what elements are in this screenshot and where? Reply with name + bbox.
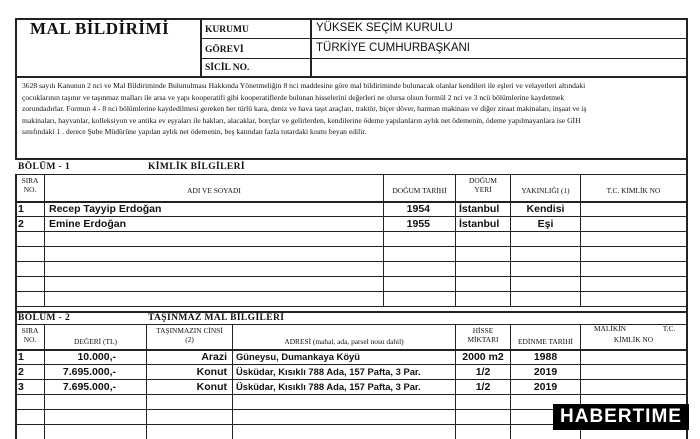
s1-row-relation: Kendisi xyxy=(526,203,565,215)
s1-header-dogum-tarihi: DOĞUM TARİHİ xyxy=(392,186,447,195)
s1-row-place: İstanbul xyxy=(459,203,500,215)
s2-header-adresi: ADRESİ (mahal, ada, parsel nosu dahil) xyxy=(284,337,404,346)
s1-row-name: Emine Erdoğan xyxy=(49,218,127,230)
intro-line: sınıfındaki 1 . derece Şube Müdürüne yapılan aylık net ödemenin, beş katından fazla tutardaki kısmı beyan edilir. xyxy=(22,127,367,137)
s2-header-edinme: EDİNME TARİHİ xyxy=(518,337,573,346)
s1-row-name: Recep Tayyip Erdoğan xyxy=(49,203,162,215)
s2-header-hisse xyxy=(456,326,510,344)
s2-header-malikin: MALİKİN xyxy=(593,324,627,333)
s2-header-hisse-line: MİKTARI xyxy=(467,335,499,344)
s2-header-degeri: DEĞERİ (TL) xyxy=(74,337,117,346)
s2-row-share: 1/2 xyxy=(475,366,491,378)
intro-line: zorundadırlar. Formun 4 - 8 nci bölümlerine kaydedilmesi gereken her türlü kara, deniz ve hava taşıt araçları, traktör, biçer döver, harman makinası ve diğer ziraat makinaları, inşaat ve iş xyxy=(22,104,587,114)
s1-row-relation: Eşi xyxy=(537,218,554,230)
intro-line: 3628 sayılı Kanunun 2 nci ve Mal Bildiriminde Bulunulması Hakkında Yönetmeliğin 8 nci maddesine göre mal bildiriminde bulunacak olanlar kendileri ile eşleri ve velayetleri altındaki xyxy=(22,81,586,90)
s2-row-no: 3 xyxy=(18,381,24,393)
s1-header-dogum-yeri-line: DOĞUM xyxy=(469,176,497,185)
s1-header-sira xyxy=(16,176,44,194)
s2-row-address: Üsküdar, Kısıklı 788 Ada, 157 Pafta, 3 Par. xyxy=(236,381,421,392)
s2-header-kimlik: KİMLİK NO xyxy=(613,335,654,344)
s1-header-yakinligi: YAKINLIĞI (1) xyxy=(521,186,570,195)
kurumu-value: YÜKSEK SEÇİM KURULU xyxy=(316,22,453,34)
s1-row-no: 2 xyxy=(18,218,24,230)
s1-header-tc: T.C. KİMLİK NO xyxy=(606,186,661,195)
section2-label: BÖLÜM - 2 xyxy=(18,313,71,323)
s2-row-value: 10.000,- xyxy=(77,351,116,363)
s2-row-value: 7.695.000,- xyxy=(62,381,116,393)
s1-header-dogum-yeri xyxy=(456,176,510,194)
s2-row-value: 7.695.000,- xyxy=(62,366,116,378)
s1-row-place: İstanbul xyxy=(459,218,500,230)
s1-row-year: 1955 xyxy=(406,218,430,230)
s2-header-cinsi xyxy=(147,326,232,344)
s1-row-no: 1 xyxy=(18,203,24,215)
s1-header-adi: ADI VE SOYADI xyxy=(187,186,241,195)
s2-row-no: 2 xyxy=(18,366,24,378)
section1-label: BÖLÜM - 1 xyxy=(18,162,71,172)
s2-header-cinsi-line: TAŞINMAZIN CİNSİ xyxy=(156,326,223,335)
s2-row-type: Konut xyxy=(196,381,227,393)
s2-header-sira xyxy=(16,326,44,344)
s1-header-sira-line: SIRA xyxy=(21,176,39,185)
s2-row-share: 2000 m2 xyxy=(462,351,504,363)
s2-row-share: 1/2 xyxy=(475,381,491,393)
s2-row-address: Güneysu, Dumankaya Köyü xyxy=(236,351,360,362)
gorevi-value: TÜRKİYE CUMHURBAŞKANI xyxy=(316,42,470,54)
s1-row-year: 1954 xyxy=(406,203,430,215)
s2-row-date: 2019 xyxy=(533,381,558,393)
s2-row-date: 1988 xyxy=(533,351,558,363)
s2-row-type: Arazi xyxy=(201,351,227,363)
s1-header-sira-line: NO. xyxy=(23,185,37,194)
intro-paragraph xyxy=(22,80,684,138)
s2-header-sira-line: SIRA xyxy=(21,326,39,335)
s1-header-dogum-yeri-line: YERİ xyxy=(474,185,492,194)
s2-header-tc: T.C. xyxy=(662,324,676,333)
section2-title: TAŞINMAZ MAL BİLGİLERİ xyxy=(148,313,285,323)
sicil-label: SİCİL NO. xyxy=(205,63,250,73)
s2-header-hisse-line: HİSSE xyxy=(472,326,494,335)
s2-header-cinsi-line: (2) xyxy=(185,335,194,344)
s2-row-no: 1 xyxy=(18,351,24,363)
form-title: MAL BİLDİRİMİ xyxy=(30,19,170,38)
s2-row-date: 2019 xyxy=(533,366,558,378)
kurumu-label: KURUMU xyxy=(205,25,249,35)
habertime-logo: HABERTIME xyxy=(553,404,689,430)
gorevi-label: GÖREVİ xyxy=(205,45,244,55)
s2-header-sira-line: NO. xyxy=(23,335,37,344)
intro-line: çocuklarının taşınır ve taşınmaz malları ile arsa ve yapı kooperatifi gibi kooperatiflerde bulunan hisselerini değerleri ne olursa olsun formül 2 nci ve 3 ncü bölümlerine kaydetmek xyxy=(22,92,565,102)
s2-row-address: Üsküdar, Kısıklı 788 Ada, 157 Pafta, 3 Par. xyxy=(236,366,421,377)
intro-line: makinaları, hayvanlar, kolleksiyon ve antika ev eşyaları ile hakları, alacaklar, borçlar ve gelirlerden, kendilerine ödeme yapılanların aylık net ödemenin, ödeme yapılmayanlara ise GİH xyxy=(22,115,581,125)
section1-title: KİMLİK BİLGİLERİ xyxy=(148,162,245,172)
s2-row-type: Konut xyxy=(196,366,227,378)
